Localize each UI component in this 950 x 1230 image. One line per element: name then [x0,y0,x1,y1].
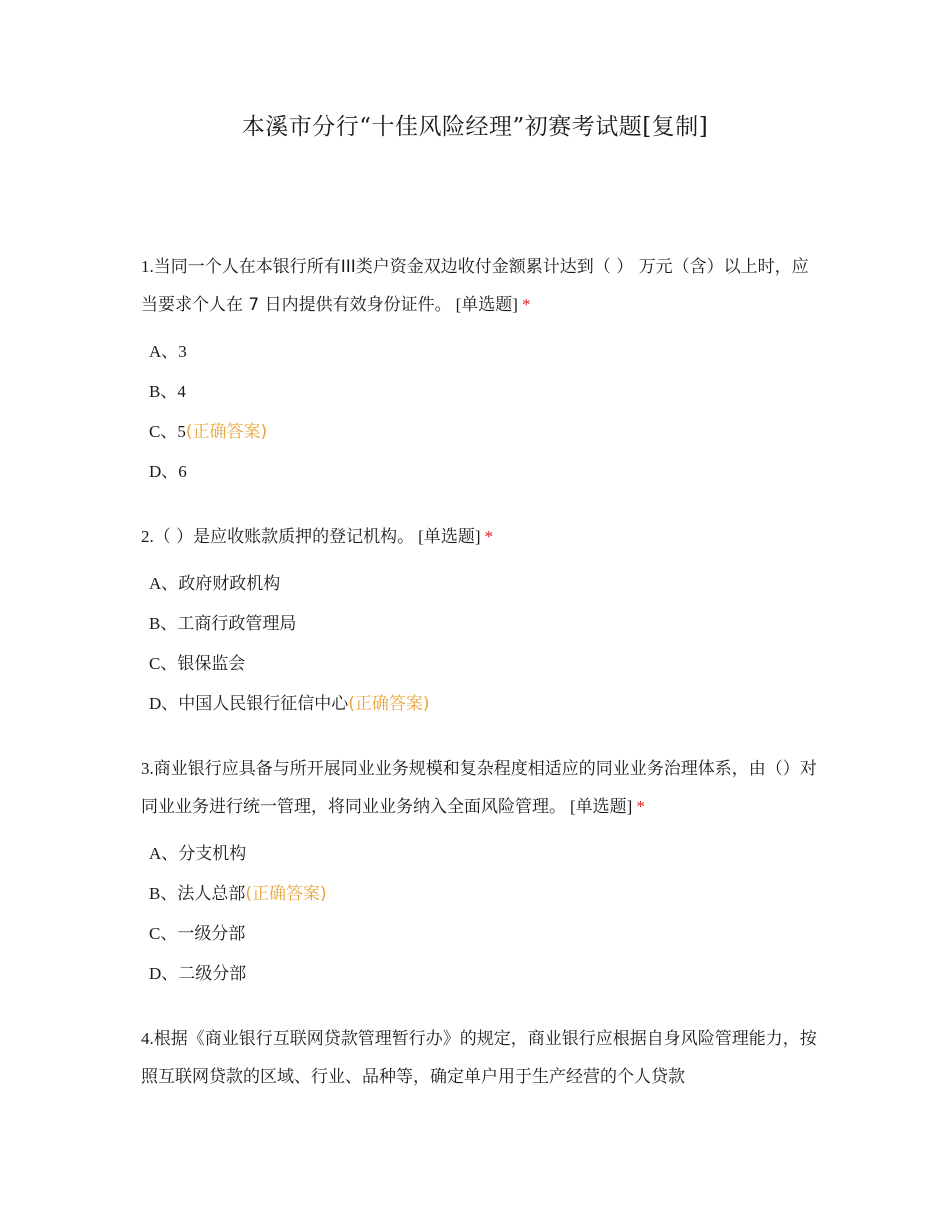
option-letter: D、 [149,964,179,983]
question-text [141,1020,821,1096]
option-letter: A、 [149,342,179,361]
option-letter: A、 [149,844,179,863]
option-letter: C、 [149,422,178,441]
page-title: 本溪市分行“十佳风险经理”初赛考试题[复制] [241,114,709,140]
question-type: [单选题] [455,295,518,314]
option-text: 工商行政管理局 [177,614,297,634]
option-b[interactable] [149,372,821,412]
question-text [141,518,821,556]
option-text: 银保监会 [177,654,246,674]
option-letter: D、 [149,694,179,713]
option-letter: D、 [149,462,179,481]
option-d[interactable] [149,954,821,994]
question-type: [单选题] [570,797,633,816]
question-text [141,248,821,324]
option-text: 一级分部 [177,924,246,944]
question-3 [141,750,821,994]
option-letter: A、 [149,574,179,593]
option-text: 法人总部 [177,884,246,904]
option-letter: B、 [149,884,178,903]
option-d[interactable] [149,684,821,724]
option-list [149,564,821,724]
correct-answer-tag: (正确答案) [245,884,327,904]
option-text: 4 [177,382,186,401]
question-number: 3. [141,759,154,778]
correct-answer-tag: (正确答案) [348,694,430,714]
question-4 [141,1020,821,1096]
question-1 [141,248,821,492]
question-number: 2. [141,527,154,546]
option-list [149,332,821,492]
question-2 [141,518,821,724]
option-a[interactable] [149,564,821,604]
question-type: [单选题] [418,527,481,546]
option-letter: C、 [149,924,178,943]
option-text: 二级分部 [178,964,247,984]
correct-answer-tag: (正确答案) [185,422,268,442]
option-d[interactable] [149,452,821,492]
question-text [141,750,821,826]
option-text: 中国人民银行征信中心 [178,694,349,714]
option-a[interactable] [149,834,821,874]
option-c[interactable] [149,412,821,452]
option-text: 5 [177,422,186,441]
question-body: 商业银行应具备与所开展同业业务规模和复杂程度相适应的同业业务治理体系，由（）对同业业务进行统一管理，将同业业务纳入全面风险管理。 [141,759,817,817]
option-b[interactable] [149,604,821,644]
required-mark: * [636,797,645,816]
option-a[interactable] [149,332,821,372]
question-list [141,248,821,1122]
option-text: 3 [178,342,187,361]
option-letter: B、 [149,614,178,633]
required-mark: * [521,295,531,314]
question-body: 当同一个人在本银行所有III类户资金双边收付金额累计达到（ ） 万元（含）以上时，应当要求个人在 7 日内提供有效身份证件。 [141,257,809,315]
option-text: 6 [178,462,187,481]
option-c[interactable] [149,914,821,954]
option-b[interactable] [149,874,821,914]
option-text: 政府财政机构 [178,574,281,594]
question-body: 根据《商业银行互联网贷款管理暂行办》的规定，商业银行应根据自身风险管理能力，按照互联网贷款的区域、行业、品种等，确定单户用于生产经营的个人贷款 [141,1029,817,1087]
option-text: 分支机构 [178,844,247,864]
question-body: （ ）是应收账款质押的登记机构。 [153,527,415,547]
option-c[interactable] [149,644,821,684]
question-number: 4. [141,1029,154,1048]
required-mark: * [484,527,493,546]
option-list [149,834,821,994]
option-letter: C、 [149,654,178,673]
question-number: 1. [141,257,154,276]
option-letter: B、 [149,382,178,401]
